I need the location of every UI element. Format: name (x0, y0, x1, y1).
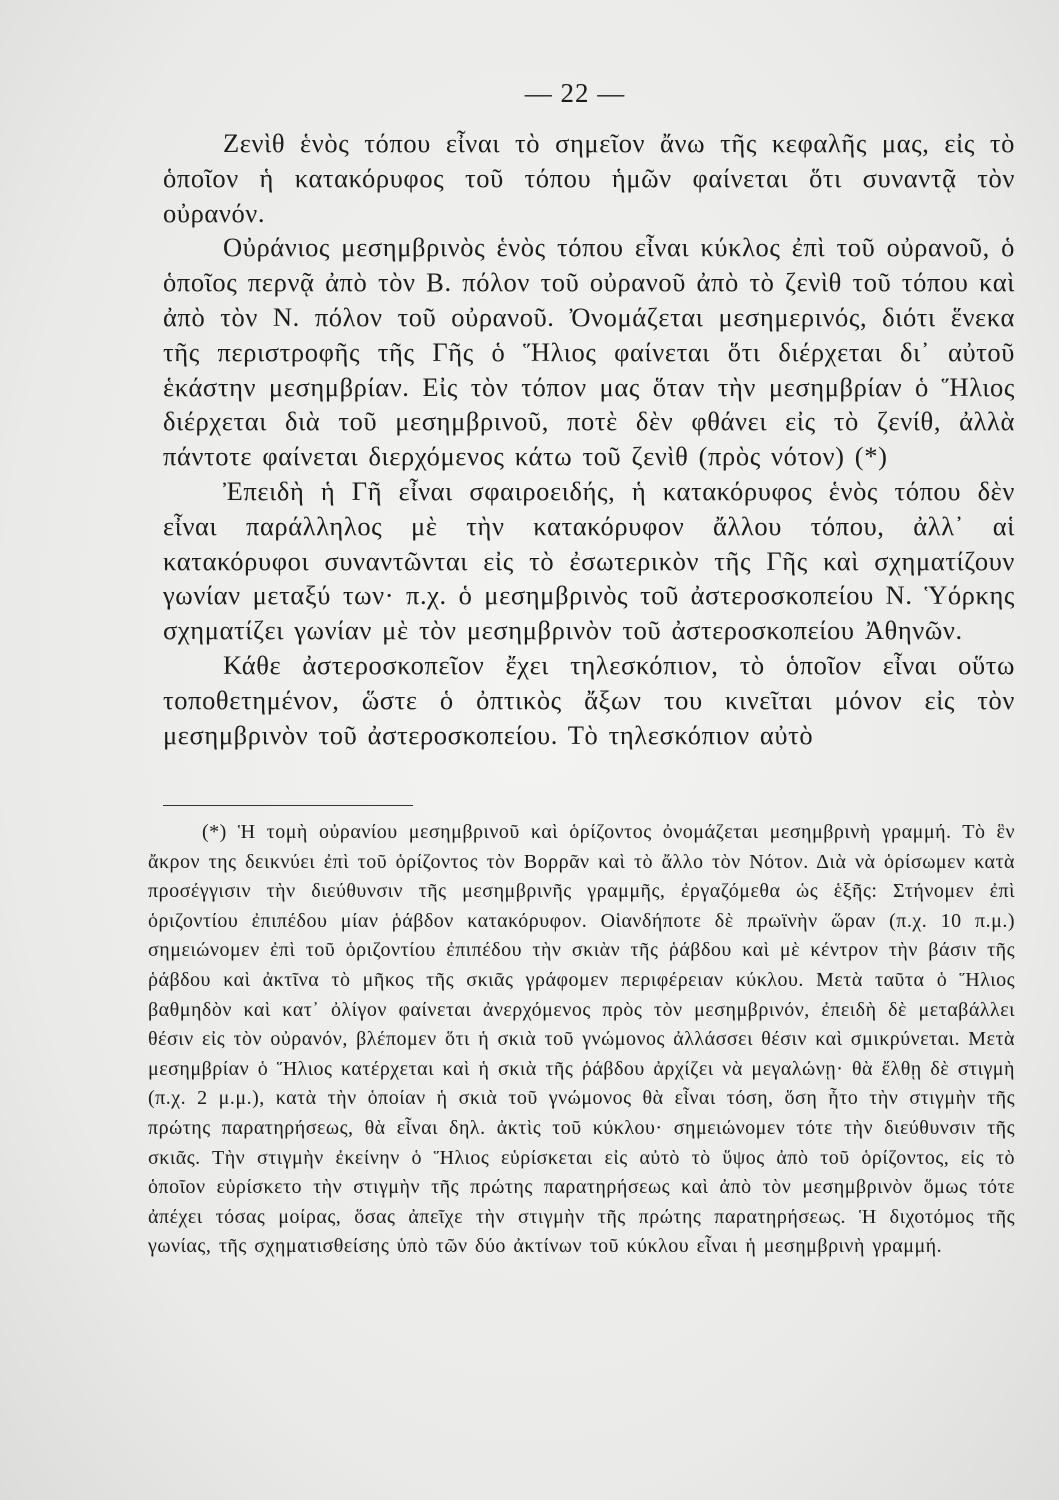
paragraph-vertical: Ἐπειδὴ ἡ Γῆ εἶναι σφαιροειδής, ἡ κατακόρυφος ἑνὸς τόπου δὲν εἶναι παράλληλος μὲ τὴν κατακόρυφον ἄλλου τόπου, ἀλλ᾽ αἱ κατακόρυφοι συναντῶνται εἰς τὸ ἐσωτερικὸν τῆς Γῆς καὶ σχηματίζουν γωνίαν μεταξύ των· π.χ. ὁ μεσημβρινὸς τοῦ ἀστεροσκοπείου Ν. Ὑόρκης σχηματίζει γωνίαν μὲ τὸν μεσημβρινὸν τοῦ ἀστεροσκοπείου Ἀθηνῶν. (163, 475, 1015, 646)
paragraph-zenith: Ζενὶθ ἑνὸς τόπου εἶναι τὸ σημεῖον ἄνω τῆς κεφαλῆς μας, εἰς τὸ ὁποῖον ἡ κατακόρυφος τοῦ τόπου ἡμῶν φαίνεται ὅτι συναντᾷ τὸν οὐρανόν. (163, 128, 1015, 228)
main-text (163, 126, 1015, 752)
paragraph-meridian: Οὐράνιος μεσημβρινὸς ἑνὸς τόπου εἶναι κύκλος ἐπὶ τοῦ οὐρανοῦ, ὁ ὁποῖος περνᾷ ἀπὸ τὸν Β. πόλον τοῦ οὐρανοῦ ἀπὸ τὸ ζενὶθ τοῦ τόπου καὶ ἀπὸ τὸν Ν. πόλον τοῦ οὐρανοῦ. Ὀνομάζεται μεσημερινός, διότι ἕνεκα τῆς περιστροφῆς τῆς Γῆς ὁ Ἥλιος φαίνεται ὅτι διέρχεται δι᾽ αὐτοῦ ἑκάστην μεσημβρίαν. Εἰς τὸν τόπον μας ὅταν τὴν μεσημβρίαν ὁ Ἥλιος διέρχεται διὰ τοῦ μεσημβρινοῦ, ποτὲ δὲν φθάνει εἰς τὸ ζενίθ, ἀλλὰ πάντοτε φαίνεται διερχόμενος κάτω τοῦ ζενὶθ (πρὸς νότον) (*) (163, 232, 1015, 472)
footnote: (*) Ἡ τομὴ οὐρανίου μεσημβρινοῦ καὶ ὁρίζοντος ὀνομάζεται μεσημβρινὴ γραμμή. Τὸ ἓν ἄκρον της δεικνύει ἐπὶ τοῦ ὁρίζοντος τὸν Βορρᾶν καὶ τὸ ἄλλο τὸν Νότον. Διὰ νὰ ὁρίσωμεν κατὰ προσέγγισιν τὴν διεύθυνσιν τῆς μεσημβρινῆς γραμμῆς, ἐργαζόμεθα ὡς ἑξῆς: Στήνομεν ἐπὶ ὁριζοντίου ἐπιπέδου μίαν ῥάβδον κατακόρυφον. Οἱανδήποτε δὲ πρωϊνὴν ὥραν (π.χ. 10 π.μ.) σημειώνομεν ἐπὶ τοῦ ὁριζοντίου ἐπιπέδου τὴν σκιὰν τῆς ῥάβδου καὶ μὲ κέντρον τὴν βάσιν τῆς ῥάβδου καὶ ἀκτῖνα τὸ μῆκος τῆς σκιᾶς γράφομεν περιφέρειαν κύκλου. Μετὰ ταῦτα ὁ Ἥλιος βαθμηδὸν καὶ κατ᾽ ὀλίγον φαίνεται ἀνερχόμενος πρὸς τὸν μεσημβρινόν, ἐπειδὴ δὲ μεταβάλλει θέσιν εἰς τὸν οὐρανόν, βλέπομεν ὅτι ἡ σκιὰ τοῦ γνώμονος ἀλλάσσει θέσιν καὶ σμικρύνεται. Μετὰ μεσημβρίαν ὁ Ἥλιος κατέρχεται καὶ ἡ σκιὰ τῆς ῥάβδου ἀρχίζει νὰ μεγαλώνῃ· θὰ ἔλθῃ δὲ στιγμὴ (π.χ. 2 μ.μ.), κατὰ τὴν ὁποίαν ἡ σκιὰ τοῦ γνώμονος θὰ εἶναι τόση, ὅση ἦτο τὴν στιγμὴν τῆς πρώτης παρατηρήσεως, θὰ εἶναι δηλ. ἀκτὶς τοῦ κύκλου· σημειώνομεν τότε τὴν διεύθυνσιν τῆς σκιᾶς. Τὴν στιγμὴν ἐκείνην ὁ Ἥλιος εὑρίσκεται εἰς αὐτὸ τὸ ὕψος ἀπὸ τοῦ ὁρίζοντος, εἰς τὸ ὁποῖον εὑρίσκετο τὴν στιγμὴν τῆς πρώτης παρατηρήσεως καὶ ἀπὸ τὸν μεσημβρινὸν ὅμως τότε ἀπέχει τόσας μοίρας, ὅσας ἀπεῖχε τὴν στιγμὴν τῆς πρώτης παρατηρήσεως. Ἡ διχοτόμος τῆς γωνίας, τῆς σχηματισθείσης ὑπὸ τῶν δύο ἀκτίνων τοῦ κύκλου εἶναι ἡ μεσημβρινὴ γραμμή. (148, 821, 1015, 1258)
paragraph-observatory: Κάθε ἀστεροσκοπεῖον ἔχει τηλεσκόπιον, τὸ ὁποῖον εἶναι οὕτω τοποθετημένον, ὥστε ὁ ὀπτικὸς ἄξων του κινεῖται μόνον εἰς τὸν μεσημβρινὸν τοῦ ἀστεροσκοπείου. Τὸ τηλεσκόπιον αὐτὸ (163, 649, 1015, 750)
page-number: — 22 — (524, 78, 626, 108)
footnote-separator (163, 805, 413, 806)
